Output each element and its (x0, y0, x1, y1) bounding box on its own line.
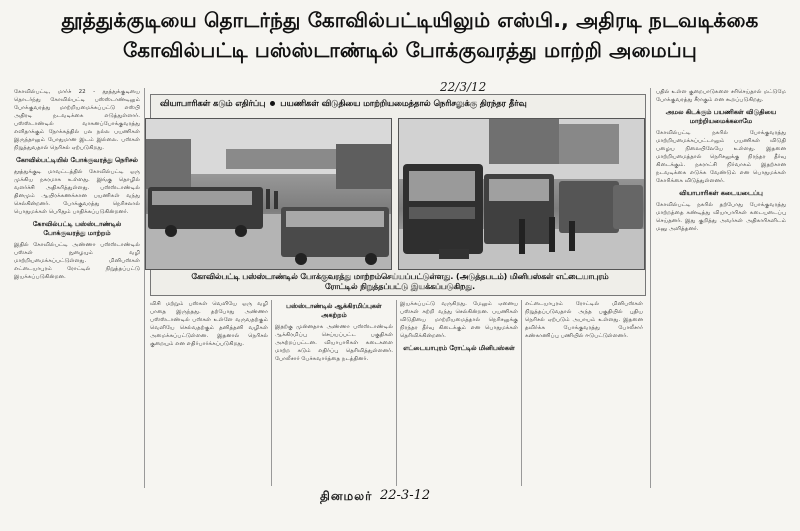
right-column (656, 88, 786, 488)
newspaper-logo: தினமலர் (320, 489, 373, 503)
right-column-subhead-1: அமல கிடக்கும் பயணிகள் விடுதியை மாற்றியமைக்கலாமே (665, 108, 777, 125)
right-column-subhead-2: வியாபாரிகள் கடையடைப்பு (679, 189, 763, 197)
strap-part-2: பயணிகள் விடுதியை மாற்றியமைத்தால் நெரிசலுக்கு திரந்தர தீர்வு (280, 98, 527, 108)
middle-column-4-para: எட்டையாபுரம் ரோட்டில் மினிபஸ்கள் நிறுத்தப்படுவதால் அந்த பகுதியில் புதிய நெரிசல் ஏற்படும் அபாயம் உள்ளது. இதனை தவிர்க்க போக்குவரத்து போலீசார் கண்காணிப்பு பணியில் ஈடுபட்டுள்ளனர். (525, 301, 643, 339)
handwritten-date: 22/3/12 (440, 80, 487, 94)
bullet-icon (270, 101, 275, 106)
middle-column-2-subhead: பஸ்ஸ்டாண்டில் ஆக்கிரமிப்புகள் அகற்றம் (286, 302, 382, 319)
left-column-subhead-2: கோவில்பட்டி பஸ்ஸ்டாண்டில் போக்குவரத்து மாற்றம் (32, 220, 122, 237)
column-divider (396, 300, 397, 486)
photo-caption: கோவில்பட்டி பஸ்ஸ்டாண்டில் போக்குவரத்து மாற்றம்செய்யப்பட்டுள்ளது. (அடுத்தபடம்) மினிபஸ்கள் எட்டையாபுரம் ரோட்டில் நிறுத்தப்பட்டு இயக்கப்படுகிறது. (191, 272, 609, 291)
middle-column-4 (525, 300, 643, 486)
photo-strap (150, 95, 644, 111)
right-column-para-2: கோவில்பட்டி நகரில் போக்குவரத்து மாற்றியமைக்கப்பட்டாலும் பயணிகள் விடுதி பழைய நிலையிலேயே உள்ளது. இதனை மாற்றியமைத்தால் நெரிசலுக்கு நிரந்தர தீர்வு கிடைக்கும். நகராட்சி நிர்வாகம் இதற்கான நடவடிக்கை எடுக்க வேண்டும் என பொதுமக்கள் கோரிக்கை விடுத்துள்ளனர். (656, 130, 786, 184)
middle-column-1 (150, 300, 268, 486)
left-column-para-3: இதில் கோவில்பட்டி அண்ணா பஸ்ஸ்டாண்டில் பஸ்கள் நுழையும் வழி மாற்றியமைக்கப்பட்டுள்ளது. மினிபஸ்கள் எட்டையாபுரம் ரோட்டில் நிறுத்தப்பட்டு இயக்கப்படுகின்றன. (14, 242, 140, 280)
middle-column-1-para: விசி மற்றும் பஸ்கள் வெளியே ஒரு வழி பாதை இருந்தது. தற்போது அண்ணா பஸ்ஸ்டாண்டில் பஸ்கள் உள்ளே வருவதற்கும் வெளியே செல்வதற்கும் தனித்தனி வழிகள் அமைக்கப்பட்டுள்ளன. இதனால் நெரிசல் குறையும் என எதிர்பார்க்கப்படுகிறது. (150, 301, 268, 347)
middle-column-3-subhead: எட்டையாபுரம் ரோட்டில் மினிபஸ்கள் (403, 344, 515, 352)
footer-handwritten-date: 22-3-12 (380, 488, 431, 503)
column-divider (521, 300, 522, 486)
right-column-para-1: பதில் உள்ள குறைபாடுகளை சரிசெய்தால் மட்டுமே போக்குவரத்து சீராகும் என கூறப்படுகிறது. (656, 89, 786, 103)
left-column (14, 88, 140, 488)
left-column-subhead-1: கோவில்பட்டியில் போக்குவரத்து நெரிசல் (16, 156, 138, 164)
middle-column-2-para: இதற்கு முன்னதாக அண்ணா பஸ்ஸ்டாண்டில் ஆக்கிரமிப்பு செய்யப்பட்ட பகுதிகள் அகற்றப்பட்டன. வியாபாரிகள் கடைகளை மாற்ற கடும் எதிர்ப்பு தெரிவித்துள்ளனர். போலீசார் பேச்சுவார்த்தை நடத்தினர். (275, 324, 393, 362)
column-divider (650, 88, 651, 488)
photo-bus-stand (145, 118, 392, 270)
left-column-para-1: கோவில்பட்டி, மார்ச் 22 - தூத்துக்குடியை தொடர்ந்து கோவில்பட்டி பஸ்ஸ்டாண்டிலும் போக்குவரத்து மாற்றியமைக்கப்பட்டு எஸ்பி அதிரடி நடவடிக்கை எடுத்துள்ளார். பஸ்ஸ்டாண்டில் வாகனப்போக்குவரத்து எளிதாக்கும் நோக்கத்தில் பல நல்ல பயணிகள் இருந்தாலும் போதுமான இடம் இல்லை. பஸ்கள் நிறுத்துவதால் நெரிசல் ஏற்படுகிறது. (14, 89, 140, 151)
middle-column-3-para: இயக்கப்பட்டு வருகிறது. மேலும் ஏனைய பஸ்கள் சுற்றி வந்து செல்கின்றன. பயணிகள் விடுதியை மாற்றியமைத்தால் நெரிசலுக்கு நிரந்தர தீர்வு கிடைக்கும் என பொதுமக்கள் தெரிவிக்கின்றனர். (400, 301, 518, 339)
column-divider (271, 300, 272, 486)
strap-part-1: வியாபாரிகள் கடும் எதிர்ப்பு (160, 98, 266, 108)
photo-mini-buses (398, 118, 645, 270)
left-column-para-2: தூத்துக்குடி மாவட்டத்தில் கோவில்பட்டி ஒரு முக்கிய நகரமாக உள்ளது. இங்கு தொழில் வளர்ச்சி அதிகரித்துள்ளது. பஸ்ஸ்டாண்டில் தினமும் ஆயிரக்கணக்கான பயணிகள் வந்து செல்கின்றனர். போக்குவரத்து நெரிசலால் பொதுமக்கள் பெரிதும் பாதிக்கப்படுகின்றனர். (14, 169, 140, 215)
right-column-para-3: கோவில்பட்டி நகரில் தற்போது போக்குவரத்து மாற்றத்தை கண்டித்து வியாபாரிகள் கடையடைப்பு செய்தனர். இது குறித்து அவர்கள் அதிகாரிகளிடம் மனு அளித்தனர். (656, 202, 786, 232)
headline-line-1: தூத்துக்குடியை தொடர்ந்து கோவில்பட்டியிலும் எஸ்பி., அதிரடி நடவடிக்கை (61, 8, 759, 32)
headline-line-2: கோவில்பட்டி பஸ்ஸ்டாண்டில் போக்குவரத்து மாற்றி அமைப்பு (123, 38, 697, 62)
middle-column-2 (275, 300, 393, 486)
middle-column-3 (400, 300, 518, 486)
